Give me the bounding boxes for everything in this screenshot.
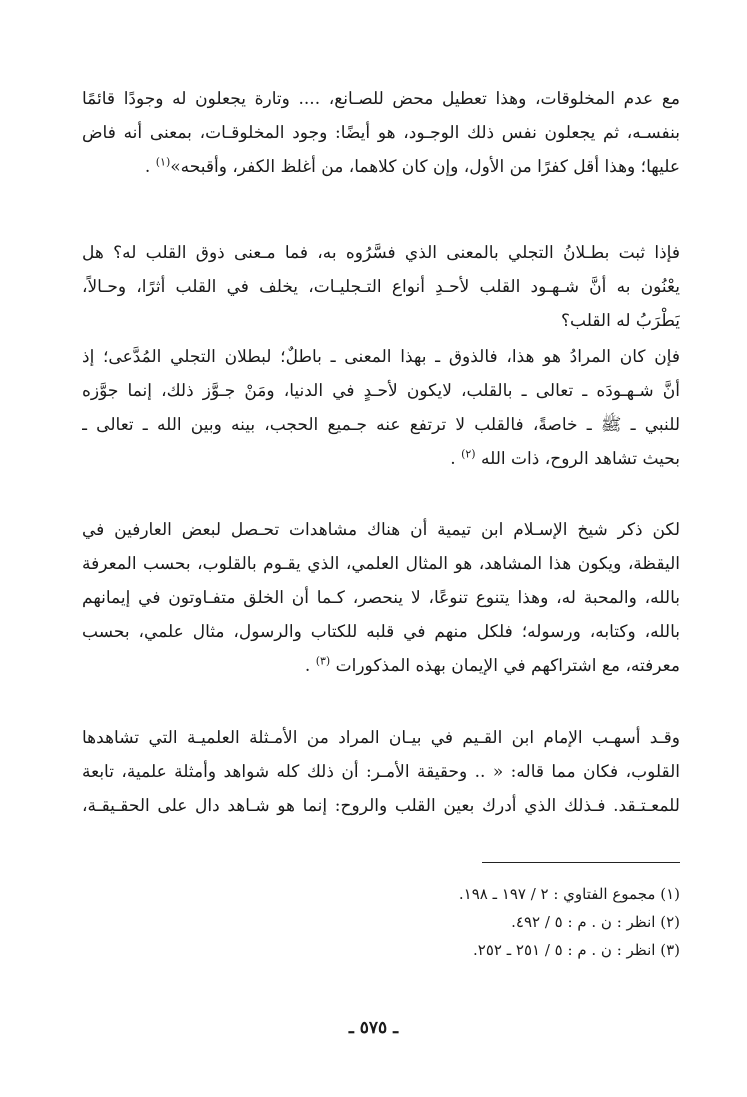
line-end-punctuation: . bbox=[144, 157, 151, 177]
text-line: مع عدم المخلوقات، وهذا تعطيل محض للصـانع، .... وتارة يجعلون له وجودًا قائمًا bbox=[82, 89, 680, 109]
text-line: يعْنُون به أنَّ شـهـود القلب لأحـدِ أنواع التـجليـات، يخلف في القلب أثرًا، وحـالاً، bbox=[82, 277, 680, 297]
line-end-punctuation: . bbox=[450, 449, 456, 469]
paragraph-4 bbox=[82, 513, 680, 683]
text-line: وقـد أسهـب الإمام ابن القـيم في بيـان المراد من الأمـثلة العلميـة التي تشاهدها bbox=[82, 728, 680, 748]
text-line: لكن ذكر شيخ الإسـلام ابن تيمية أن هناك مشاهدات تحـصل لبعض العارفين في bbox=[82, 520, 680, 540]
text-line: يَطْرَبُ له القلب؟ bbox=[560, 311, 680, 331]
paragraph-3 bbox=[82, 340, 680, 476]
page-number: ـ ٥٧٥ ـ bbox=[348, 1018, 399, 1038]
text-line: للمعـتـقد. فـذلك الذي أدرك بعين القلب والروح: إنما هو شـاهد دال على الحقـيقـة، bbox=[82, 796, 680, 816]
paragraph-1 bbox=[82, 82, 680, 184]
footnote-2: (٢) انظر : ن . م : ٥ / ٤٩٢. bbox=[511, 913, 680, 931]
text-line: أنَّ شـهـودَه ـ تعالى ـ بالقلب، لايكون لأحـدٍ في الدنيا، ومَنْ جـوَّز ذلك، إنما جوَّزه bbox=[82, 381, 680, 401]
text-line-content: عليها؛ وهذا أقل كفرًا من الأول، وإن كان كلاهما، من أغلظ الكفر، وأقبحه» bbox=[170, 157, 680, 177]
text-line bbox=[82, 649, 680, 683]
footnote-separator bbox=[482, 862, 680, 863]
footnote-reference: (٢) bbox=[461, 447, 476, 461]
footnote-reference: (١) bbox=[155, 155, 171, 169]
footnotes bbox=[82, 880, 680, 964]
text-line bbox=[82, 150, 680, 184]
text-line: بنفسـه، ثم يجعلون نفس ذلك الوجـود، هو أيضًا: وجود المخلوقـات، بمعنى أنه فاض bbox=[82, 123, 680, 143]
text-line: بالله، والمحبة له، وهذا يتنوع تنوعًا، لا ينحصر، كـما أن الخلق متفـاوتون في إيمانهم bbox=[82, 588, 680, 608]
text-line bbox=[82, 442, 680, 476]
paragraph-2 bbox=[82, 236, 680, 338]
line-end-punctuation: . bbox=[304, 656, 311, 676]
text-line: فإن كان المرادُ هو هذا، فالذوق ـ بهذا المعنى ـ باطلٌ؛ لبطلان التجلي المُدَّعى؛ إذ bbox=[82, 347, 680, 367]
text-line: بالله، وكتابه، ورسوله؛ فلكل منهم في قلبه للكتاب والرسول، مثال علمي، بحسب bbox=[82, 622, 680, 642]
paragraph-5 bbox=[82, 721, 680, 823]
footnote-3: (٣) انظر : ن . م : ٥ / ٢٥١ ـ ٢٥٢. bbox=[473, 941, 680, 959]
text-line: اليقظة، ويكون هذا المشاهد، هو المثال العلمي، الذي يقـوم بالقلوب، بحسب المعرفة bbox=[82, 554, 680, 574]
text-line-content: بحيث تشاهد الروح، ذات الله bbox=[480, 449, 680, 469]
text-line: القلوب، فكان مما قاله: « .. وحقيقة الأمـر: أن ذلك كله شواهد وأمثلة علمية، تابعة bbox=[82, 762, 680, 782]
text-line-content: معرفته، مع اشتراكهم في الإيمان بهذه المذكورات bbox=[335, 656, 680, 676]
text-line: للنبي ـ ﷺ ـ خاصةً، فالقلب لا ترتفع عنه جـميع الحجب، بينه وبين الله ـ تعالى ـ bbox=[82, 415, 680, 435]
text-line: فإذا ثبت بطـلانُ التجلي بالمعنى الذي فسَّرُوه به، فما مـعنى ذوق القلب له؟ هل bbox=[82, 243, 680, 263]
footnote-reference: (٣) bbox=[315, 654, 331, 668]
footnote-1: (١) مجموع الفتاوي : ٢ / ١٩٧ ـ ١٩٨. bbox=[458, 885, 680, 903]
